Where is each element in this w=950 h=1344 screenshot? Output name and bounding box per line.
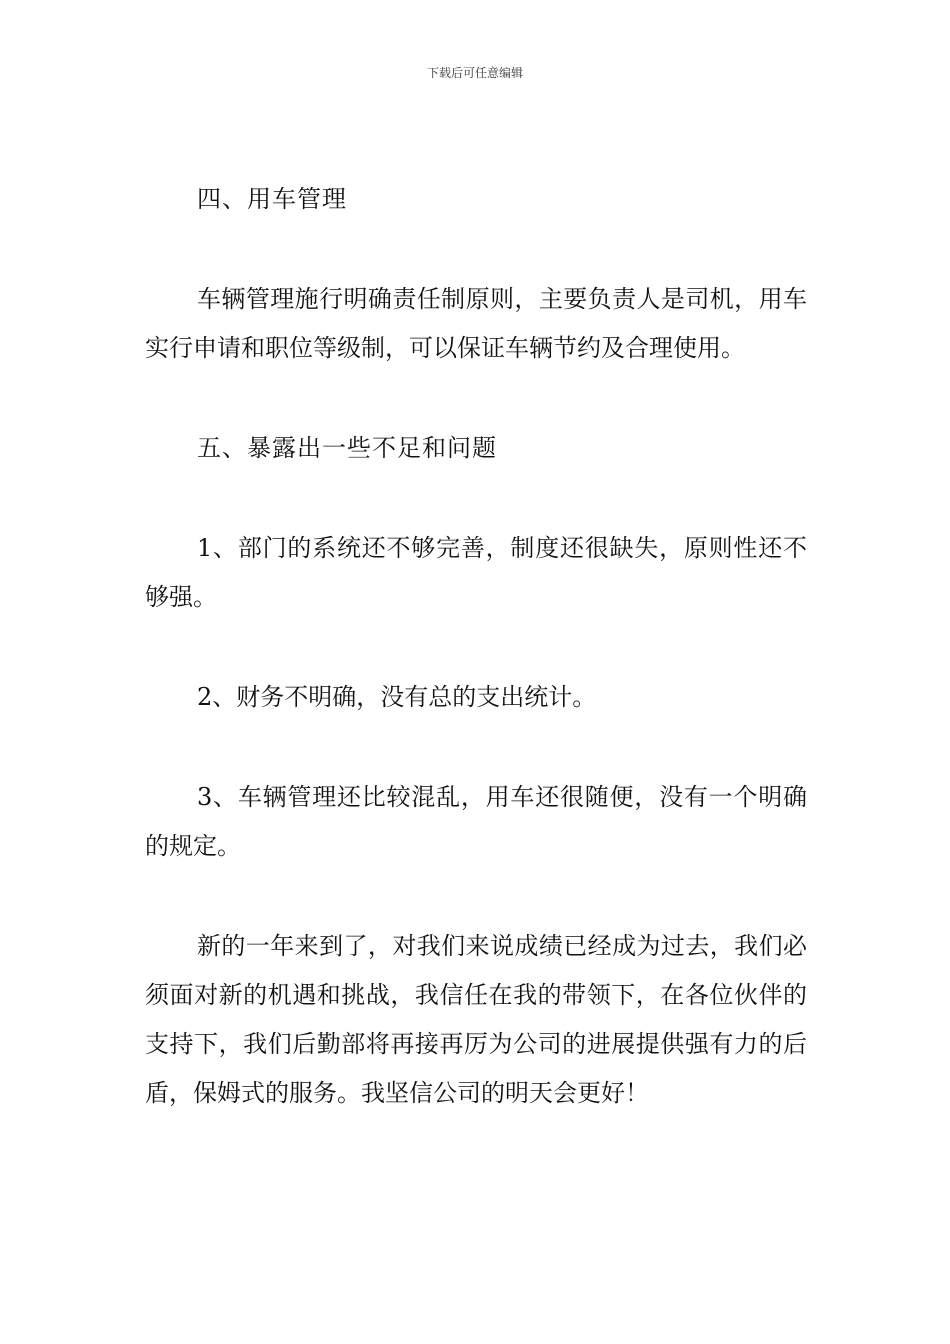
list-item-problem-3: 3、车辆管理还比较混乱，用车还很随便，没有一个明确的规定。	[145, 783, 807, 860]
list-item-problem-2: 2、财务不明确，没有总的支出统计。	[197, 683, 597, 711]
section-heading-problems: 五、暴露出一些不足和问题	[197, 434, 497, 462]
paragraph-conclusion: 新的一年来到了，对我们来说成绩已经成为过去，我们必须面对新的机遇和挑战，我信任在我的带领下，在各位伙伴的支持下，我们后勤部将再接再厉为公司的进展提供强有力的后盾，保姆式的服务。我坚信公司的明天会更好！	[145, 932, 807, 1107]
page-header: 下载后可任意编辑	[426, 66, 523, 80]
section-heading-vehicle-management: 四、用车管理	[197, 185, 347, 213]
list-item-problem-1: 1、部门的系统还不够完善，制度还很缺失，原则性还不够强。	[145, 534, 807, 611]
document-body	[145, 175, 807, 1169]
paragraph-vehicle-management: 车辆管理施行明确责任制原则，主要负责人是司机，用车实行申请和职位等级制，可以保证车辆节约及合理使用。	[145, 285, 807, 362]
